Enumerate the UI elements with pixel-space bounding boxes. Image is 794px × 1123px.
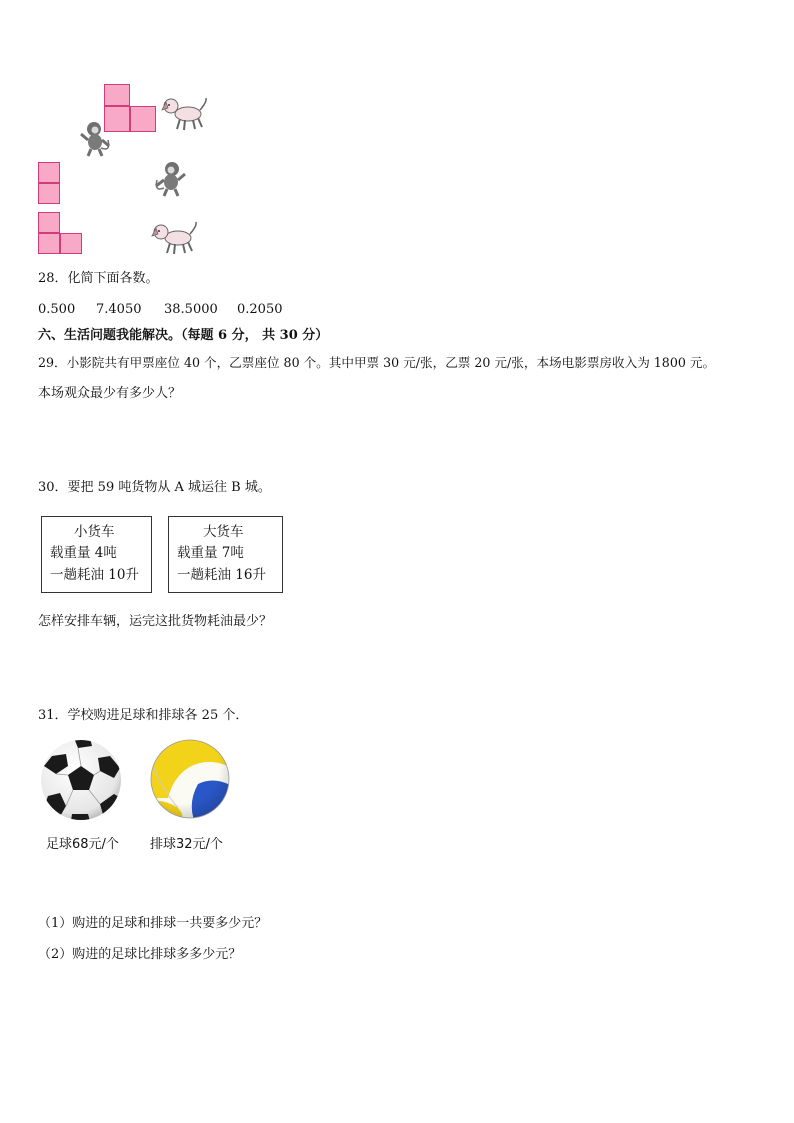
cube-bottom-right	[130, 106, 156, 132]
big-truck-card	[168, 516, 283, 593]
q29-line2: 本场观众最少有多少人？	[38, 386, 182, 401]
q30-question: 怎样安排车辆，运完这批货物耗油最少？	[38, 614, 273, 629]
big-truck-name: 大货车	[203, 524, 244, 540]
small-truck-fuel: 一趟耗油 10升	[50, 567, 139, 583]
q29-line1: 29．小影院共有甲票座位 40 个，乙票座位 80 个。其中甲票 30 元/张，乙票 20 元/张，本场电影票房收入为 1800 元。	[38, 355, 716, 370]
q28-number: 7.4050	[96, 302, 142, 317]
view-cube-bottom-left	[38, 233, 60, 254]
monkey-icon	[152, 160, 188, 198]
soccer-ball-icon	[38, 738, 124, 822]
q31-sub2: （2）购进的足球比排球多多少元？	[38, 947, 242, 962]
section-title: 六、生活问题我能解决。（每题 6 分， 共 30 分）	[38, 328, 329, 343]
volleyball-icon	[148, 738, 232, 820]
view-cube-bottom	[38, 183, 60, 204]
small-truck-name: 小货车	[74, 524, 115, 540]
view-two-stacked	[38, 162, 62, 206]
view-cube-top	[38, 162, 60, 183]
q28-number: 0.500	[38, 302, 76, 317]
q31-title: 31．学校购进足球和排球各 25 个．	[38, 708, 249, 723]
view-cube-top	[38, 212, 60, 233]
q31-sub1: （1）购进的足球和排球一共要多少元？	[38, 916, 268, 931]
small-truck-load: 载重量 4吨	[50, 545, 117, 561]
big-truck-load: 载重量 7吨	[177, 545, 244, 561]
q30-title: 30．要把 59 吨货物从 A 城运往 B 城。	[38, 480, 271, 495]
view-cube-bottom-right	[60, 233, 82, 254]
soccer-ball-price: 足球68元/个	[46, 837, 119, 852]
big-truck-fuel: 一趟耗油 16升	[177, 567, 266, 583]
q28-title: 28．化简下面各数。	[38, 271, 159, 286]
q28-number: 38.5000	[164, 302, 218, 317]
dog-icon	[160, 96, 210, 132]
small-truck-card	[41, 516, 152, 593]
dog-icon	[150, 220, 200, 256]
volleyball-price: 排球32元/个	[150, 837, 223, 852]
q28-number: 0.2050	[237, 302, 283, 317]
view-l-shape	[38, 212, 84, 256]
monkey-icon	[78, 120, 114, 158]
cube-top-left	[104, 84, 130, 106]
